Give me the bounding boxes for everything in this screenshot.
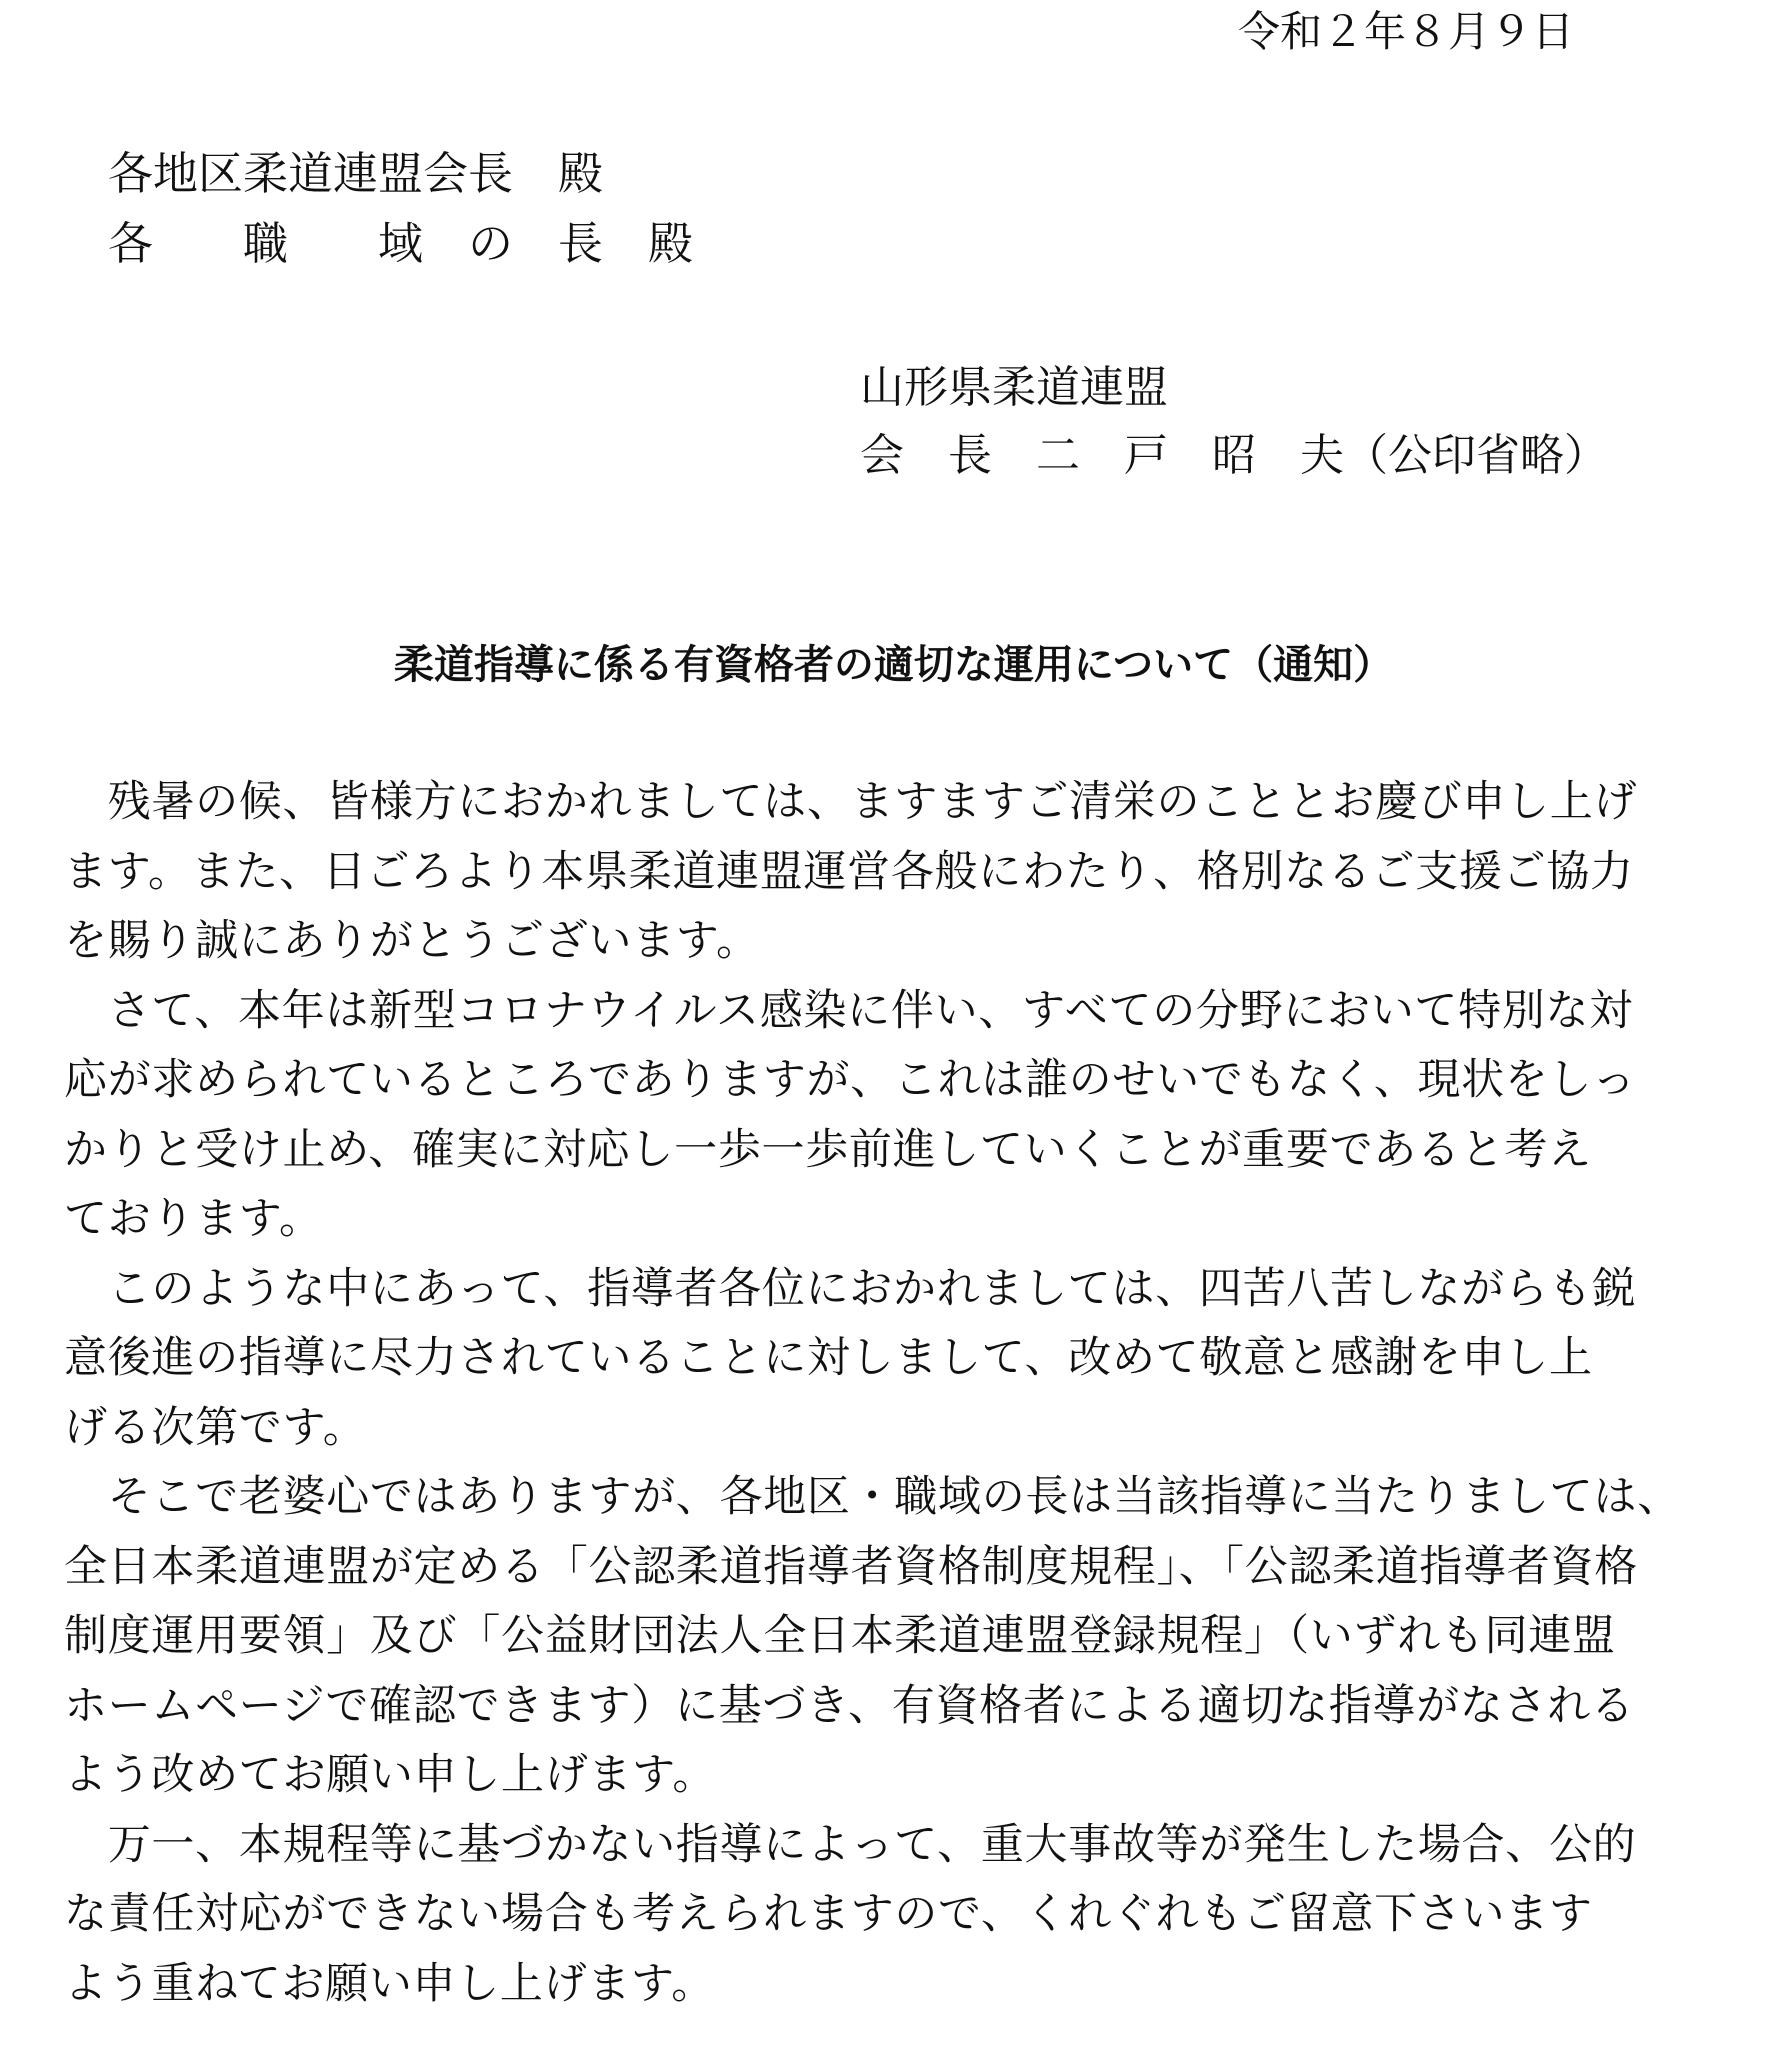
body-line: 残暑の候、皆様方におかれましては、ますますご清栄のこととお慶び申し上げ xyxy=(64,777,1638,827)
body-line: ホームページで確認できます）に基づき、有資格者による適切な指導がなされる xyxy=(64,1680,1635,1731)
addressee-workplace-heads: 各 職 域 の 長 殿 xyxy=(108,217,694,270)
body-line: ます。また、日ごろより本県柔道連盟運営各般にわたり、格別なるご支援ご協力 xyxy=(64,846,1634,897)
body-line: 意後進の指導に尽力されていることに対しまして、改めて敬意と感謝を申し上 xyxy=(64,1333,1593,1383)
body-line: そこで老婆心ではありますが、各地区・職域の長は当該指導に当たりましては、 xyxy=(64,1472,1681,1522)
body-line: 制度運用要領」及び「公益財団法人全日本柔道連盟登録規程」（いずれも同連盟 xyxy=(64,1611,1616,1661)
addressee-regional-presidents: 各地区柔道連盟会長 殿 xyxy=(108,147,604,200)
body-line: げる次第です。 xyxy=(64,1402,367,1453)
document-body xyxy=(64,768,1744,2019)
sender-president-name: 会 長 二 戸 昭 夫（公印省略） xyxy=(860,430,1608,481)
body-line: よう改めてお願い申し上げます。 xyxy=(64,1750,717,1800)
body-line: かりと受け止め、確実に対応し一歩一歩前進していくことが重要であると考え xyxy=(64,1124,1592,1175)
body-line: 全日本柔道連盟が定める「公認柔道指導者資格制度規程」、「公認柔道指導者資格 xyxy=(64,1541,1638,1592)
body-line: を賜り誠にありがとうございます。 xyxy=(64,916,760,966)
body-line: ております。 xyxy=(64,1194,323,1244)
document-title: 柔道指導に係る有資格者の適切な運用について（通知） xyxy=(393,642,1394,688)
body-line: 応が求められているところでありますが、これは誰のせいでもなく、現状をしっ xyxy=(64,1055,1636,1105)
body-line: な責任対応ができない場合も考えられますので、くれぐれもご留意下さいます xyxy=(64,1889,1593,1939)
sender-organization: 山形県柔道連盟 xyxy=(860,362,1168,413)
body-line: よう重ねてお願い申し上げます。 xyxy=(64,1958,715,2009)
body-line: このような中にあって、指導者各位におかれましては、四苦八苦しながらも鋭 xyxy=(64,1263,1636,1314)
document-date: 令和２年８月９日 xyxy=(1238,7,1575,56)
body-line: さて、本年は新型コロナウイルス感染に伴い、すべての分野において特別な対 xyxy=(64,985,1633,1036)
body-line: 万一、本規程等に基づかない指導によって、重大事故等が発生した場合、公的 xyxy=(64,1819,1637,1870)
